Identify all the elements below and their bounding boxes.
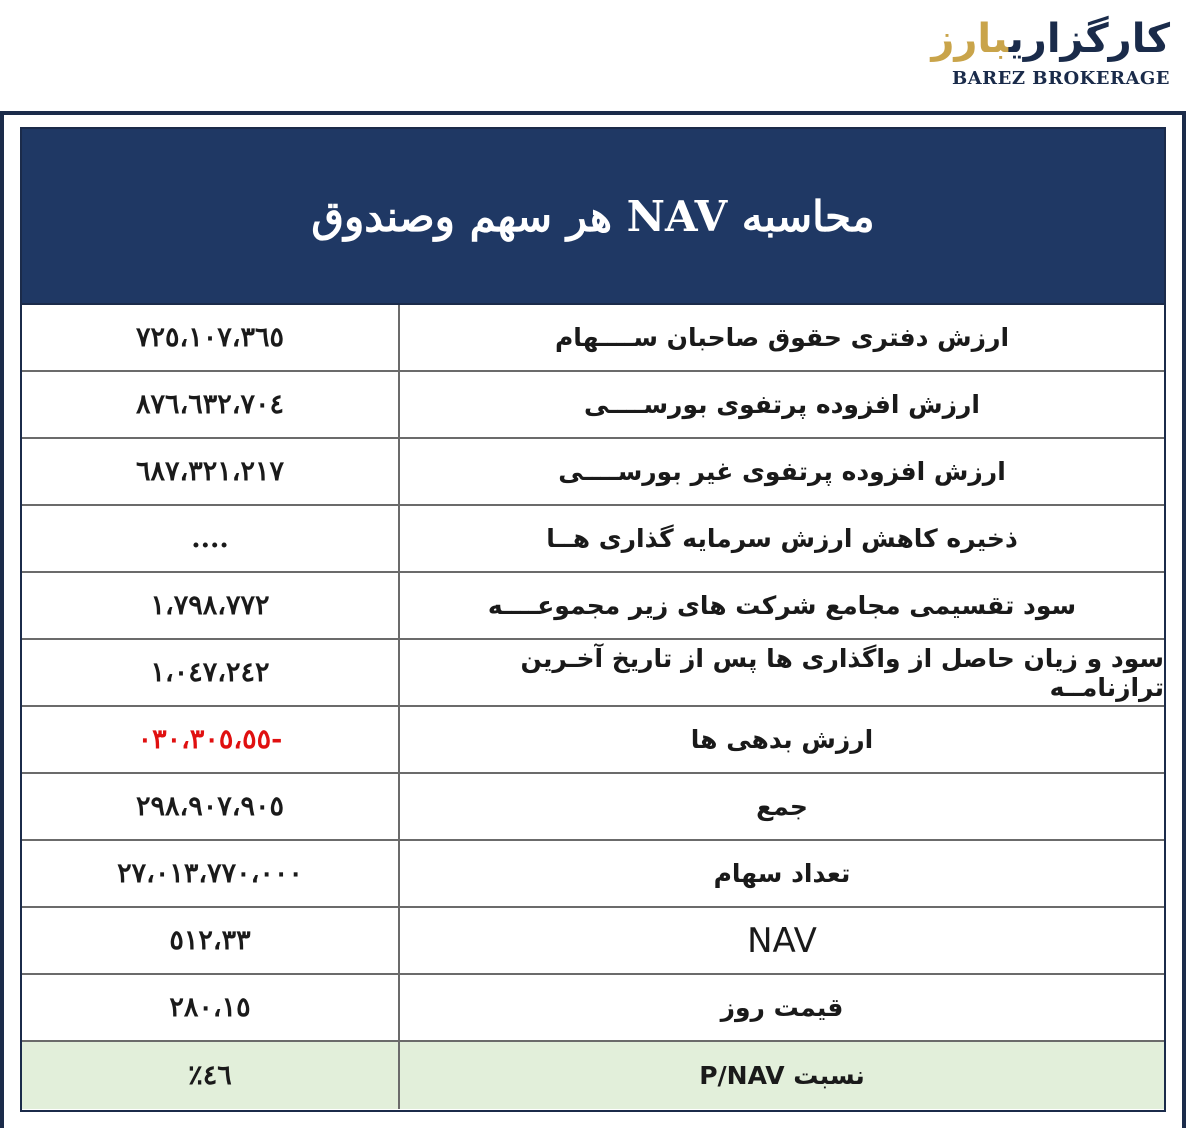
nav-table — [20, 127, 1166, 1112]
row-value: ۱،۷۹۸،۷۷۲ — [22, 573, 400, 638]
page-header — [0, 0, 1186, 108]
row-value: .... — [22, 506, 400, 571]
brand-logo — [930, 14, 1170, 94]
row-value: ٦۳۲،۷۰٤،۸۷٦ — [22, 372, 400, 437]
table-row — [22, 305, 1164, 372]
table-row — [22, 908, 1164, 975]
table-row — [22, 640, 1164, 707]
row-label: سود تقسیمی مجامع شرکت های زیر مجموعــــه — [487, 591, 1077, 620]
table-row — [22, 439, 1164, 506]
brand-name-fa — [930, 14, 1170, 64]
row-label: NAV — [747, 920, 817, 961]
table-row — [22, 774, 1164, 841]
row-label: ارزش افزوده پرتفوی بورســــی — [584, 390, 980, 419]
row-value: ۲۱۷،٦۸۷،۳۲۱ — [22, 439, 400, 504]
table-row — [22, 707, 1164, 774]
table-row — [22, 975, 1164, 1042]
row-label: ارزش دفتری حقوق صاحبان ســــهام — [554, 323, 1010, 352]
row-value: ۱٥،۲۸۰ — [22, 975, 400, 1040]
table-row — [22, 372, 1164, 439]
row-value: ٤٦٪ — [22, 1042, 400, 1109]
brand-name-fa-main: کارگزاری — [1008, 16, 1170, 62]
table-row-highlight — [22, 1042, 1164, 1109]
row-label: ارزش بدهی ها — [690, 725, 874, 754]
row-value: ۹۰٥،۲۹۸،۹۰۷ — [22, 774, 400, 839]
row-label: سود و زیان حاصل از واگذاری ها پس از تاریخ آخـرین ترازنامــه — [520, 643, 1164, 702]
row-label: ذخیره کاهش ارزش سرمایه گذاری هــا — [546, 524, 1018, 553]
row-value: ۱۰۷،۳٦٥،۷۲٥ — [22, 305, 400, 370]
row-value-negative: -٥٥،۳۰٥،۰۳۰ — [22, 707, 400, 772]
brand-name-fa-accent: بارز — [931, 16, 1009, 62]
row-value: ۱،۰٤۷،۲٤۲ — [22, 640, 400, 705]
table-row — [22, 841, 1164, 908]
row-label: تعداد سهام — [713, 859, 851, 888]
table-row — [22, 506, 1164, 573]
row-label: نسبت P/NAV — [699, 1061, 865, 1090]
table-title-band — [22, 129, 1164, 305]
row-label: ارزش افزوده پرتفوی غیر بورســــی — [558, 457, 1006, 486]
row-value: ۳۳،٥۱۲ — [22, 908, 400, 973]
table-row — [22, 573, 1164, 640]
row-label: قیمت روز — [720, 993, 844, 1022]
brand-name-en: BAREZ BROKERAGE — [952, 68, 1170, 89]
row-value: ۲۷،۰۱۳،۷۷۰،۰۰۰ — [22, 841, 400, 906]
row-label: جمع — [756, 792, 808, 821]
table-title: محاسبه NAV هر سهم وصندوق — [311, 191, 875, 241]
